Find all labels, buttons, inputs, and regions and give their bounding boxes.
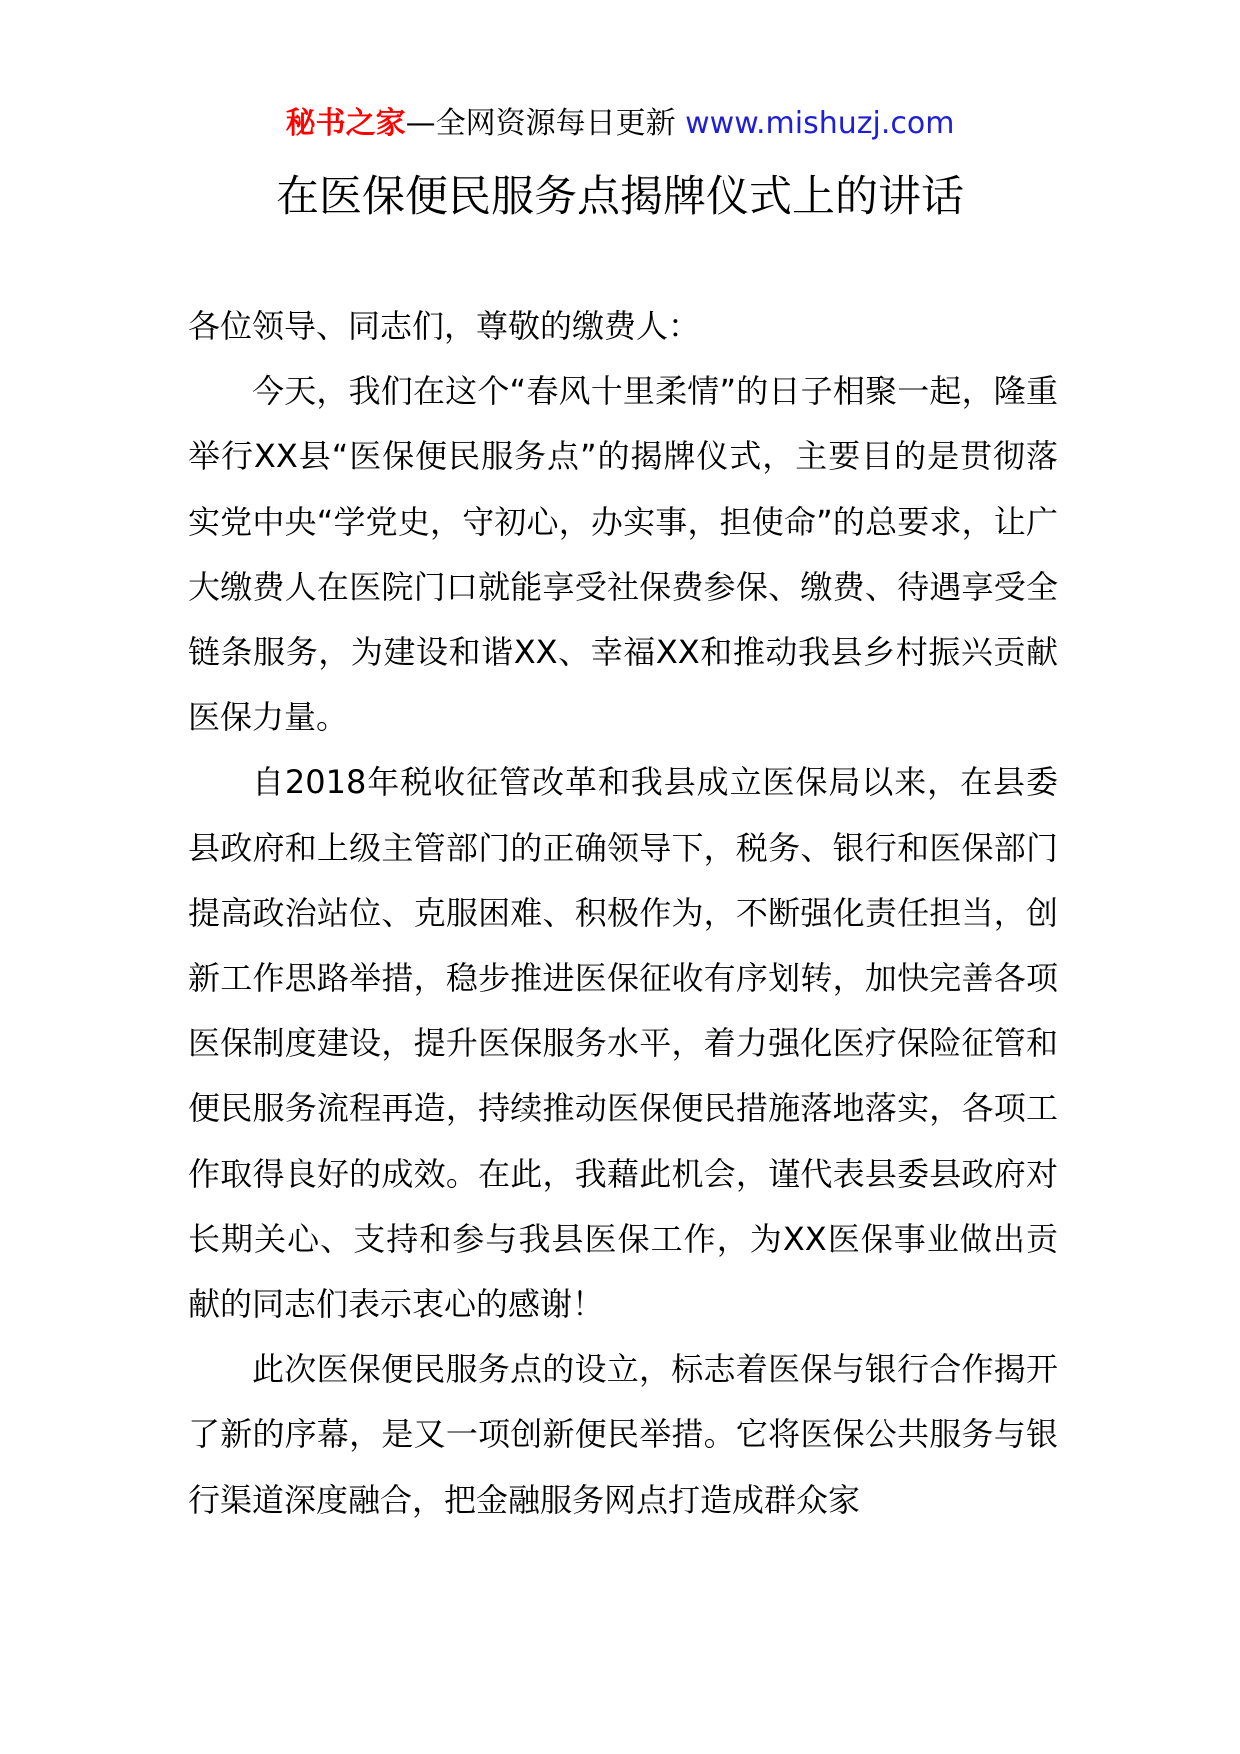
- salutation: 各位领导、同志们，尊敬的缴费人：: [188, 307, 701, 345]
- paragraph-1: 今天，我们在这个“春风十里柔情”的日子相聚一起，隆重举行XX县“医保便民服务点”的揭牌仪式，主要目的是贯彻落实党中央“学党史，守初心，办实事，担使命”的总要求，让广大缴费人在医院门口就能享受社保费参保、缴费、待遇享受全链条服务，为建设和谐XX、幸福XX和推动我县乡村振兴贡献医保力量。: [188, 372, 1058, 737]
- document-title: 在医保便民服务点揭牌仪式上的讲话: [276, 172, 964, 222]
- paragraph-2: 自2018年税收征管改革和我县成立医保局以来，在县委县政府和上级主管部门的正确领导下，税务、银行和医保部门提高政治站位、克服困难、积极作为，不断强化责任担当，创新工作思路举措，稳步推进医保征收有序划转，加快完善各项医保制度建设，提升医保服务水平，着力强化医疗保险征管和便民服务流程再造，持续推动医保便民措施落地落实，各项工作取得良好的成效。在此，我藉此机会，谨代表县委县政府对长期关心、支持和参与我县医保工作，为XX医保事业做出贡献的同志们表示衷心的感谢！: [188, 763, 1058, 1324]
- site-slogan: —全网资源每日更新: [405, 106, 686, 141]
- paragraph-3: 此次医保便民服务点的设立，标志着医保与银行合作揭开了新的序幕，是又一项创新便民举措。它将医保公共服务与银行渠道深度融合，把金融服务网点打造成群众家: [188, 1350, 1058, 1519]
- site-url-link[interactable]: www.mishuzj.com: [685, 106, 955, 141]
- site-brand: 秘书之家: [285, 106, 406, 141]
- site-header: [0, 102, 1240, 146]
- document-body: [188, 294, 1058, 1533]
